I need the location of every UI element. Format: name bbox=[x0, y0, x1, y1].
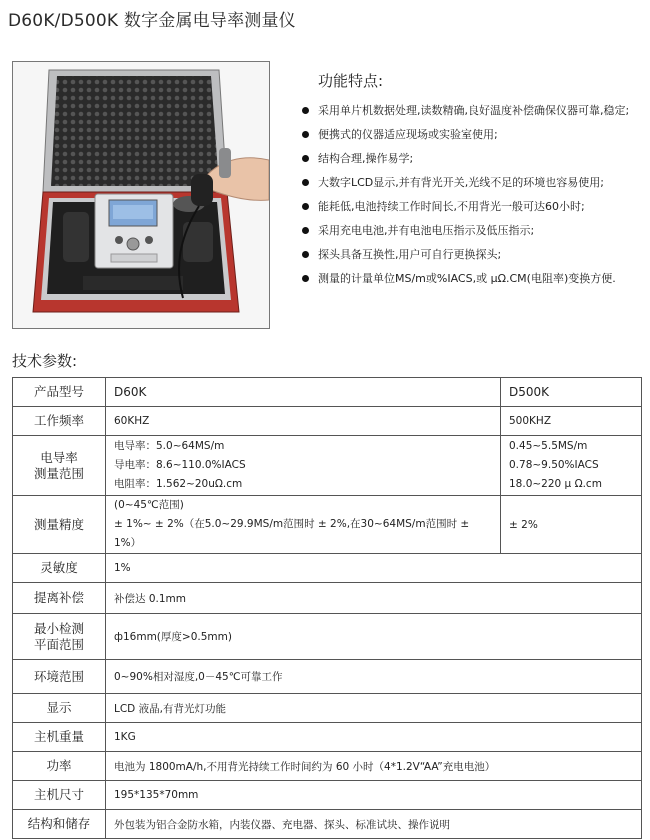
feature-text: 采用充电电池,并有电池电压指示及低压指示; bbox=[318, 224, 535, 237]
row-label-line: 最小检测 bbox=[33, 620, 84, 636]
row-label bbox=[13, 436, 106, 496]
bullet-icon bbox=[302, 107, 309, 114]
table-row-frequency bbox=[13, 407, 642, 436]
feature-item bbox=[300, 102, 646, 119]
row-label: 产品型号 bbox=[13, 378, 106, 407]
d500k-range bbox=[501, 436, 642, 496]
row-label: 灵敏度 bbox=[13, 554, 106, 583]
accuracy-condition: (0~45℃范围) bbox=[114, 499, 184, 511]
d60k-range bbox=[106, 436, 501, 496]
feature-item bbox=[300, 270, 646, 287]
feature-item bbox=[300, 222, 646, 239]
feature-text: 采用单片机数据处理,读数精确,良好温度补偿确保仪器可靠,稳定; bbox=[318, 104, 630, 117]
range-conductivity: 电导率：5.0~64MS/m bbox=[114, 440, 225, 452]
accuracy-value: ± 1%~ ± 2%（在5.0~29.9MS/m范围时 ± 2%,在30~64MS/m范围时 ± 1%） bbox=[114, 518, 470, 549]
table-row-liftoff bbox=[13, 583, 642, 614]
bullet-icon bbox=[302, 275, 309, 282]
table-row-sensitivity bbox=[13, 554, 642, 583]
table-row-size bbox=[13, 781, 642, 810]
display-value: LCD 液晶,有背光灯功能 bbox=[106, 694, 642, 723]
row-label: 主机尺寸 bbox=[13, 781, 106, 810]
feature-text: 结构合理,操作易学; bbox=[318, 152, 414, 165]
table-row-packaging bbox=[13, 810, 642, 839]
range-conductivity: 0.45~5.5MS/m bbox=[509, 440, 588, 452]
weight-value: 1KG bbox=[106, 723, 642, 752]
d500k-accuracy: ± 2% bbox=[501, 496, 642, 554]
feature-text: 探头具备互换性,用户可自行更换探头; bbox=[318, 248, 502, 261]
row-label: 环境范围 bbox=[13, 660, 106, 694]
feature-text: 测量的计量单位MS/m或%IACS,或 μΩ.CM(电阻率)变换方便. bbox=[318, 272, 616, 285]
feature-item bbox=[300, 246, 646, 263]
row-label: 显示 bbox=[13, 694, 106, 723]
table-row-model bbox=[13, 378, 642, 407]
row-label: 主机重量 bbox=[13, 723, 106, 752]
row-label bbox=[13, 614, 106, 660]
d60k-model: D60K bbox=[106, 378, 501, 407]
power-value: 电池为 1800mA/h,不用背光持续工作时间约为 60 小时（4*1.2V“AA”充电电池） bbox=[106, 752, 642, 781]
feature-item bbox=[300, 126, 646, 143]
page-title: D60K/D500K 数字金属电导率测量仪 bbox=[8, 11, 296, 31]
feature-item bbox=[300, 198, 646, 215]
specs-table bbox=[12, 377, 642, 839]
row-label: 功率 bbox=[13, 752, 106, 781]
bullet-icon bbox=[302, 251, 309, 258]
bullet-icon bbox=[302, 203, 309, 210]
size-value: 195*135*70mm bbox=[106, 781, 642, 810]
row-label: 工作频率 bbox=[13, 407, 106, 436]
row-label: 结构和储存 bbox=[13, 810, 106, 839]
row-label-line: 电导率 bbox=[40, 449, 78, 465]
feature-text: 大数字LCD显示,并有背光开关,光线不足的环境也容易使用; bbox=[318, 176, 604, 189]
d60k-accuracy bbox=[106, 496, 501, 554]
row-label-line: 测量范围 bbox=[33, 465, 84, 481]
row-label-line: 平面范围 bbox=[33, 636, 84, 652]
bullet-icon bbox=[302, 131, 309, 138]
bullet-icon bbox=[302, 227, 309, 234]
row-label: 测量精度 bbox=[13, 496, 106, 554]
features-title: 功能特点: bbox=[318, 72, 384, 90]
range-iacs: 0.78~9.50%IACS bbox=[509, 459, 599, 471]
feature-text: 便携式的仪器适应现场或实验室使用; bbox=[318, 128, 498, 141]
table-row-power bbox=[13, 752, 642, 781]
table-row-range bbox=[13, 436, 642, 496]
feature-item bbox=[300, 174, 646, 191]
packaging-value: 外包装为铝合金防水箱，内装仪器、充电器、探头、标准试块、操作说明 bbox=[106, 810, 642, 839]
row-label: 提离补偿 bbox=[13, 583, 106, 614]
liftoff-value: 补偿达 0.1mm bbox=[106, 583, 642, 614]
table-row-environment bbox=[13, 660, 642, 694]
table-row-min-area bbox=[13, 614, 642, 660]
d60k-frequency: 60KHZ bbox=[106, 407, 501, 436]
bullet-icon bbox=[302, 179, 309, 186]
min-area-value: ф16mm(厚度>0.5mm) bbox=[106, 614, 642, 660]
feature-text: 能耗低,电池持续工作时间长,不用背光一般可达60小时; bbox=[318, 200, 585, 213]
range-iacs: 导电率：8.6~110.0%IACS bbox=[114, 459, 246, 471]
table-row-display bbox=[13, 694, 642, 723]
environment-value: 0~90%相对湿度,0－45℃可靠工作 bbox=[106, 660, 642, 694]
specs-title: 技术参数: bbox=[12, 352, 78, 370]
range-resistivity: 电阻率：1.562~20uΩ.cm bbox=[114, 478, 243, 490]
range-resistivity: 18.0~220 μ Ω.cm bbox=[509, 478, 602, 490]
bullet-icon bbox=[302, 155, 309, 162]
features-list bbox=[300, 102, 646, 294]
instrument-case-illustration bbox=[13, 62, 269, 328]
sensitivity-value: 1% bbox=[106, 554, 642, 583]
d500k-frequency: 500KHZ bbox=[501, 407, 642, 436]
table-row-accuracy bbox=[13, 496, 642, 554]
table-row-weight bbox=[13, 723, 642, 752]
product-photo bbox=[12, 61, 270, 329]
feature-item bbox=[300, 150, 646, 167]
d500k-model: D500K bbox=[501, 378, 642, 407]
